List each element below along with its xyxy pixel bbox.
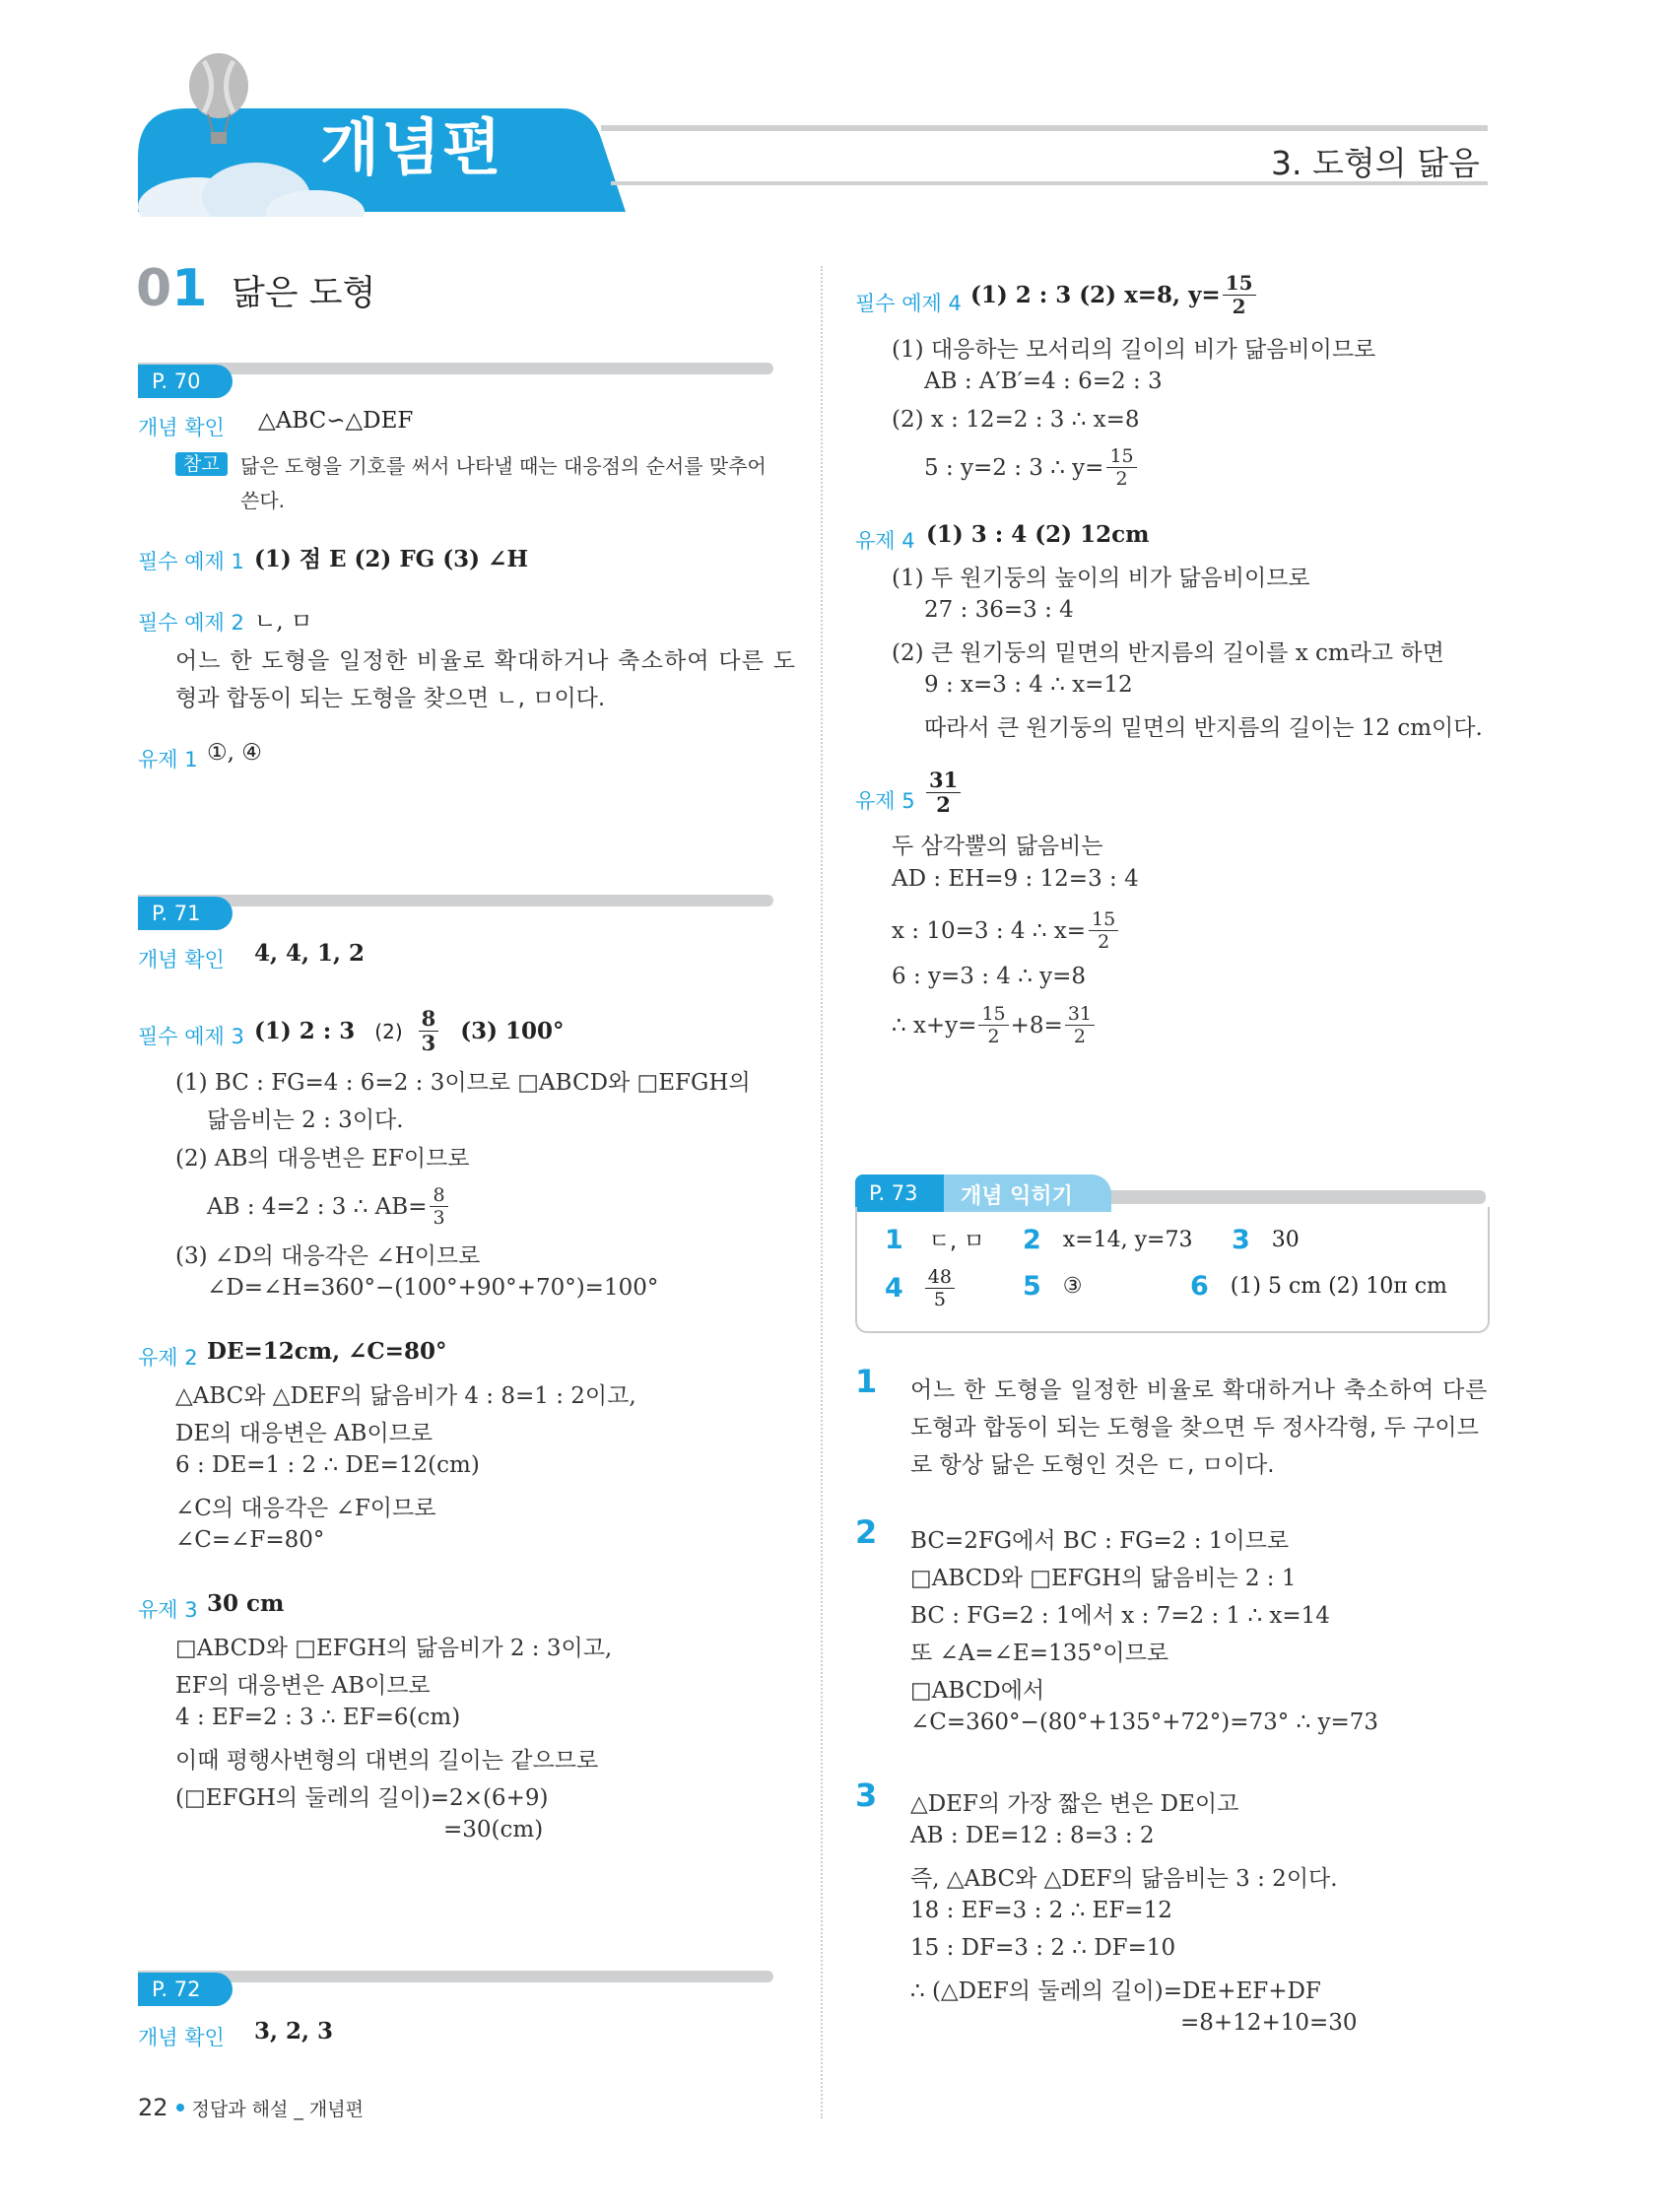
solution-1-line-3: 로 항상 닮은 도형인 것은 ㄷ, ㅁ이다.	[910, 1452, 1275, 1478]
exercise-5-line-1: 두 삼각뿔의 닮음비는	[892, 834, 1103, 859]
note-tag: 참고	[175, 452, 228, 476]
exercise-label-5: 유제 5	[855, 789, 915, 813]
practice-answer-4	[925, 1266, 955, 1310]
exercise-answer-4: (1) 3 : 4 (2) 12cm	[926, 521, 1150, 548]
practice-answer-2: x=14, y=73	[1062, 1228, 1193, 1252]
exercise-5-line-5-denominator-1: 2	[987, 1026, 1000, 1047]
solution-1-line-1: 어느 한 도형을 일정한 비율로 확대하거나 축소하여 다른	[910, 1377, 1489, 1403]
example-3-line-3: (2) AB의 대응변은 EF이므로	[175, 1146, 470, 1172]
example-4-line-4	[924, 445, 1137, 490]
exercise-2-line-2: DE의 대응변은 AB이므로	[175, 1421, 434, 1446]
exercise-answer-2: DE=12cm, ∠C=80°	[207, 1338, 447, 1365]
example-4-denominator: 2	[1232, 295, 1246, 318]
example-3-line-4-text: AB : 4=2 : 3 ∴ AB=	[207, 1193, 428, 1220]
concept-label-70: 개념 확인	[138, 416, 225, 439]
example-4-line-3: (2) x : 12=2 : 3 ∴ x=8	[892, 407, 1140, 433]
solution-3-line-5: 15 : DF=3 : 2 ∴ DF=10	[910, 1935, 1176, 1961]
example-4-line-1: (1) 대응하는 모서리의 길이의 비가 닮음비이므로	[892, 337, 1376, 363]
solution-2-line-1: BC=2FG에서 BC : FG=2 : 1이므로	[910, 1528, 1290, 1554]
practice-item-3	[1232, 1225, 1300, 1255]
page-tab-73-title: 개념 익히기	[961, 1184, 1073, 1209]
section-number: 01	[136, 259, 208, 318]
exercise-3-line-1: □ABCD와 □EFGH의 닮음비가 2 : 3이고,	[175, 1636, 613, 1661]
practice-number-3: 3	[1232, 1225, 1250, 1255]
exercise-5-line-5-denominator-2: 2	[1073, 1026, 1086, 1047]
exercise-5-line-4: 6 : y=3 : 4 ∴ y=8	[892, 964, 1087, 989]
example-label-4: 필수 예제 4	[855, 292, 962, 315]
example-answer-3	[254, 1007, 565, 1055]
practice-answer-5: ③	[1062, 1274, 1083, 1299]
solution-3-line-7: =8+12+10=30	[1180, 2010, 1358, 2036]
example-4-answer-text: (1) 2 : 3 (2) x=8, y=	[970, 282, 1221, 308]
example-4-line-2: AB : A′B′=4 : 6=2 : 3	[924, 369, 1163, 394]
example-3-line-6: ∠D=∠H=360°−(100°+90°+70°)=100°	[207, 1275, 659, 1301]
page-tab-73: P. 73	[855, 1174, 944, 1212]
practice-item-4	[885, 1266, 955, 1310]
exercise-4-line-2: 27 : 36=3 : 4	[924, 597, 1074, 623]
page-bar-70	[138, 363, 773, 374]
exercise-2-line-1: △ABC와 △DEF의 닮음비가 4 : 8=1 : 2이고,	[175, 1383, 636, 1409]
practice-item-2	[1023, 1225, 1192, 1255]
page-tab-70: P. 70	[138, 365, 233, 398]
footer	[138, 2094, 364, 2121]
solution-number-2: 2	[855, 1513, 878, 1551]
practice-item-6	[1190, 1271, 1447, 1302]
practice-4-denominator: 5	[933, 1289, 946, 1310]
example-4-answer-fraction	[1223, 272, 1256, 318]
practice-answer-1: ㄷ, ㅁ	[928, 1230, 985, 1254]
exercise-5-line-5-numerator-2: 31	[1065, 1003, 1095, 1026]
column-divider	[821, 266, 823, 2118]
example-4-line-4-numerator: 15	[1106, 445, 1136, 468]
practice-item-1	[885, 1225, 984, 1255]
exercise-3-line-2: EF의 대응변은 AB이므로	[175, 1673, 431, 1699]
example-3-line-4-numerator: 8	[430, 1184, 447, 1207]
practice-number-2: 2	[1023, 1225, 1041, 1255]
example-3-line-1: (1) BC : FG=4 : 6=2 : 3이므로 □ABCD와 □EFGH의	[175, 1070, 751, 1096]
solution-3-line-3: 즉, △ABC와 △DEF의 닮음비는 3 : 2이다.	[910, 1866, 1338, 1892]
example-4-line-4-fraction	[1106, 445, 1136, 490]
example-3-line-5: (3) ∠D의 대응각은 ∠H이므로	[175, 1243, 481, 1269]
example-3-answer-2-fraction	[419, 1007, 439, 1055]
practice-answer-6: (1) 5 cm (2) 10π cm	[1230, 1274, 1447, 1299]
example-3-answer-3: (3) 100°	[460, 1018, 565, 1044]
example-3-line-4	[207, 1184, 448, 1229]
footer-dot-icon	[176, 2104, 184, 2111]
example-2-line-2: 형과 합동이 되는 도형을 찾으면 ㄴ, ㅁ이다.	[175, 686, 606, 711]
exercise-answer-5	[926, 769, 961, 817]
concept-label-71: 개념 확인	[138, 948, 225, 972]
exercise-5-line-5-mid: +8=	[1010, 1012, 1063, 1039]
example-3-line-4-fraction	[430, 1184, 447, 1229]
example-label-1: 필수 예제 1	[138, 550, 244, 573]
example-4-numerator: 15	[1223, 272, 1256, 296]
chapter-title: 3. 도형의 닮음	[1271, 144, 1480, 182]
exercise-5-line-3-numerator: 15	[1089, 908, 1118, 931]
exercise-5-denominator: 2	[936, 792, 951, 817]
exercise-5-line-5-fraction-2	[1065, 1003, 1095, 1047]
exercise-label-1: 유제 1	[138, 748, 198, 771]
page-bar-71	[138, 895, 773, 906]
exercise-answer-3: 30 cm	[207, 1590, 285, 1617]
exercise-5-line-5	[892, 1003, 1095, 1047]
exercise-3-line-5: (□EFGH의 둘레의 길이)=2×(6+9)	[175, 1785, 549, 1811]
solution-number-3: 3	[855, 1776, 878, 1814]
exercise-label-3: 유제 3	[138, 1598, 198, 1622]
section-title: 닮은 도형	[232, 274, 376, 313]
example-answer-2: ㄴ, ㅁ	[254, 609, 313, 635]
header-title: 개념편	[320, 111, 503, 183]
exercise-2-line-3: 6 : DE=1 : 2 ∴ DE=12(cm)	[175, 1452, 480, 1478]
footer-text: 정답과 해설 _ 개념편	[191, 2098, 364, 2120]
concept-answer-71: 4, 4, 1, 2	[254, 940, 366, 967]
exercise-3-line-6: =30(cm)	[443, 1817, 544, 1843]
example-3-fraction-numerator: 8	[419, 1007, 439, 1032]
solution-3-line-2: AB : DE=12 : 8=3 : 2	[910, 1823, 1155, 1848]
exercise-5-line-2: AD : EH=9 : 12=3 : 4	[892, 866, 1139, 892]
example-3-fraction-denominator: 3	[421, 1031, 436, 1055]
page-number: 22	[138, 2094, 168, 2121]
concept-label-72: 개념 확인	[138, 2026, 225, 2049]
note-block	[175, 449, 228, 476]
solution-2-line-4: 또 ∠A=∠E=135°이므로	[910, 1641, 1169, 1666]
concept-answer-72: 3, 2, 3	[254, 2018, 334, 2044]
page-tab-71: P. 71	[138, 897, 233, 930]
exercise-4-line-1: (1) 두 원기둥의 높이의 비가 닮음비이므로	[892, 566, 1310, 591]
example-3-line-2: 닮음비는 2 : 3이다.	[207, 1107, 404, 1133]
solution-1-line-2: 도형과 합동이 되는 도형을 찾으면 두 정사각형, 두 구이므	[910, 1415, 1479, 1441]
practice-answer-3: 30	[1271, 1228, 1300, 1252]
note-line-1: 닮은 도형을 기호를 써서 나타낼 때는 대응점의 순서를 맞추어	[240, 454, 767, 478]
solution-3-line-4: 18 : EF=3 : 2 ∴ EF=12	[910, 1898, 1172, 1923]
exercise-2-line-4: ∠C의 대응각은 ∠F이므로	[175, 1496, 436, 1521]
example-3-answer-1: (1) 2 : 3	[254, 1018, 356, 1044]
solution-3-line-1: △DEF의 가장 짧은 변은 DE이고	[910, 1791, 1239, 1817]
exercise-5-line-3-fraction	[1089, 908, 1118, 953]
example-3-answer-2-label: (2)	[374, 1019, 403, 1043]
exercise-5-numerator: 31	[926, 769, 961, 793]
example-3-line-4-denominator: 3	[433, 1207, 445, 1229]
exercise-label-2: 유제 2	[138, 1346, 198, 1370]
exercise-4-line-5: 따라서 큰 원기둥의 밑면의 반지름의 길이는 12 cm이다.	[924, 715, 1483, 741]
exercise-5-line-5-fraction-1	[978, 1003, 1008, 1047]
example-label-3: 필수 예제 3	[138, 1025, 244, 1048]
practice-4-numerator: 48	[925, 1266, 955, 1289]
page-tab-72: P. 72	[138, 1973, 233, 2006]
exercise-2-line-5: ∠C=∠F=80°	[175, 1527, 325, 1553]
practice-number-1: 1	[885, 1225, 903, 1255]
example-2-line-1: 어느 한 도형을 일정한 비율로 확대하거나 축소하여 다른 도	[175, 648, 797, 674]
example-label-2: 필수 예제 2	[138, 611, 244, 635]
note-line-2: 쓴다.	[240, 489, 285, 512]
exercise-3-line-3: 4 : EF=2 : 3 ∴ EF=6(cm)	[175, 1705, 461, 1730]
solution-2-line-2: □ABCD와 □EFGH의 닮음비는 2 : 1	[910, 1566, 1297, 1591]
example-answer-1: (1) 점 E (2) FG (3) ∠H	[254, 546, 529, 572]
hot-air-balloon-icon	[182, 51, 256, 150]
exercise-4-line-3: (2) 큰 원기둥의 밑면의 반지름의 길이를 x cm라고 하면	[892, 640, 1444, 666]
example-4-line-4-text: 5 : y=2 : 3 ∴ y=	[924, 454, 1104, 481]
exercise-5-line-3-text: x : 10=3 : 4 ∴ x=	[892, 917, 1087, 944]
example-answer-4	[970, 272, 1256, 318]
example-4-line-4-denominator: 2	[1115, 468, 1128, 490]
solution-2-line-5: □ABCD에서	[910, 1678, 1045, 1704]
practice-item-5	[1023, 1271, 1083, 1302]
solution-2-line-6: ∠C=360°−(80°+135°+72°)=73° ∴ y=73	[910, 1709, 1379, 1735]
page-bar-72	[138, 1971, 773, 1982]
header-rule	[601, 125, 1488, 131]
exercise-5-line-3-denominator: 2	[1098, 931, 1110, 953]
exercise-4-line-4: 9 : x=3 : 4 ∴ x=12	[924, 672, 1133, 698]
exercise-5-line-5-text: ∴ x+y=	[892, 1012, 977, 1039]
solution-number-1: 1	[855, 1363, 878, 1400]
exercise-answer-1: ①, ④	[207, 740, 262, 766]
exercise-5-line-3	[892, 908, 1118, 953]
exercise-label-4: 유제 4	[855, 529, 915, 553]
exercise-3-line-4: 이때 평행사변형의 대변의 길이는 같으므로	[175, 1748, 599, 1774]
solution-2-line-3: BC : FG=2 : 1에서 x : 7=2 : 1 ∴ x=14	[910, 1603, 1330, 1629]
solution-3-line-6: ∴ (△DEF의 둘레의 길이)=DE+EF+DF	[910, 1978, 1321, 2004]
concept-answer-70: △ABC∽△DEF	[258, 408, 414, 434]
exercise-5-line-5-numerator-1: 15	[978, 1003, 1008, 1026]
practice-number-6: 6	[1190, 1271, 1209, 1302]
practice-number-4: 4	[885, 1273, 903, 1304]
practice-number-5: 5	[1023, 1271, 1041, 1302]
